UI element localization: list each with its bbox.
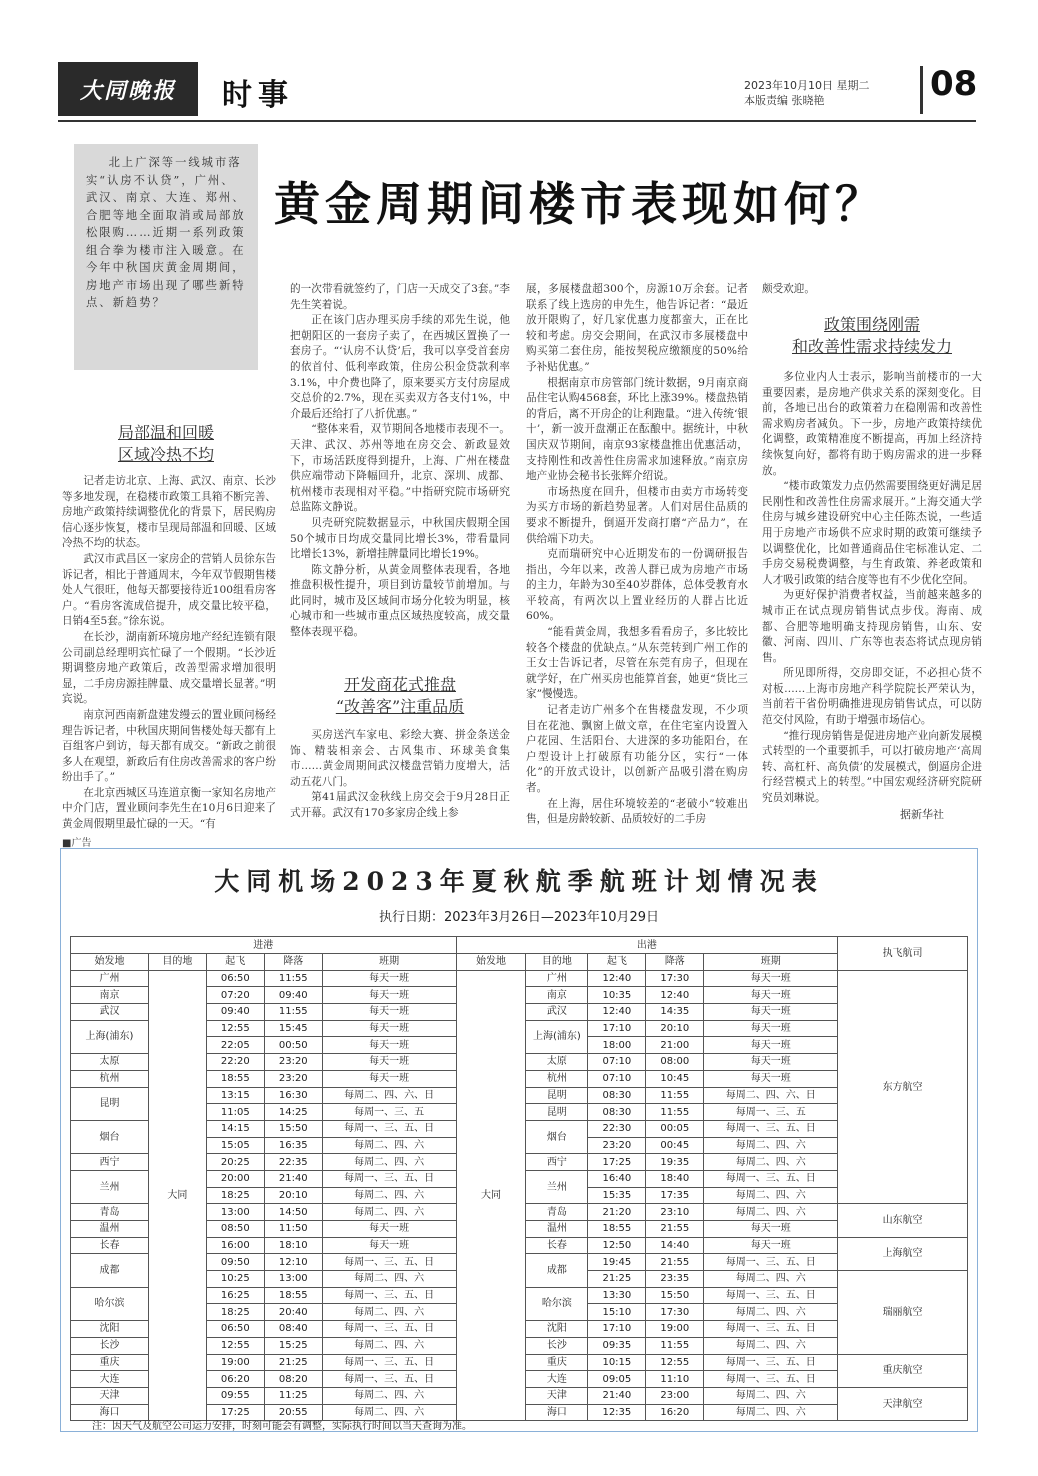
departure-time: 12:50 — [588, 1237, 646, 1254]
departure-time: 15:05 — [206, 1137, 264, 1154]
arrival-time: 20:40 — [264, 1304, 322, 1321]
departure-time: 20:25 — [206, 1154, 264, 1171]
arrival-time: 11:55 — [646, 1337, 704, 1354]
flight-days: 每周一、三、五、日 — [704, 1371, 838, 1388]
departure-time: 09:05 — [588, 1371, 646, 1388]
article-column-4 — [762, 370, 982, 807]
subhead-2 — [290, 674, 510, 718]
departure-time: 18:00 — [588, 1037, 646, 1054]
paragraph: 的一次带看就签约了，门店一天成交了3套。”李先生笑着说。 — [290, 283, 510, 311]
flight-days: 每周一、三、五 — [704, 1104, 838, 1121]
arrival-time: 18:10 — [264, 1237, 322, 1254]
flight-days: 每天一班 — [704, 1020, 838, 1037]
destination-city: 哈尔滨 — [526, 1287, 588, 1320]
origin-hub: 大同 — [456, 970, 526, 1421]
col-header: 起飞 — [588, 954, 646, 971]
origin-city: 长沙 — [71, 1337, 149, 1354]
origin-city: 重庆 — [71, 1354, 149, 1371]
departure-time: 16:00 — [206, 1237, 264, 1254]
flight-days: 每周一、三、五 — [322, 1104, 456, 1121]
arrival-time: 08:40 — [264, 1321, 322, 1338]
flight-days: 每周二、四、六 — [704, 1271, 838, 1288]
paragraph: 第41届武汉金秋线上房交会于9月28日正式开幕。武汉有170多家房企线上参 — [290, 791, 510, 819]
paragraph: “楼市政策发力点仍然需要围绕更好满足居民刚性和改善性住房需求展开。”上海交通大学住房与城乡建设研究中心主任陈杰说，一些适用于房地产市场供不应求时期的政策可继续予以调整优化，比如普通商品住宅标准认定、二手房交易税费调整，与生育政策、养老政策和人才吸引政策的结合度等也有不少优化空间。 — [762, 480, 982, 586]
destination-city: 沈阳 — [526, 1321, 588, 1338]
origin-city: 武汉 — [71, 1004, 149, 1021]
flight-days: 每周二、四、六 — [322, 1337, 456, 1354]
origin-city: 西宁 — [71, 1154, 149, 1171]
destination-city: 上海(浦东) — [526, 1020, 588, 1053]
arrival-time: 15:50 — [646, 1287, 704, 1304]
origin-city: 南京 — [71, 987, 149, 1004]
departure-time: 20:00 — [206, 1170, 264, 1187]
flight-days: 每周二、四、六 — [322, 1271, 456, 1288]
arrival-time: 13:00 — [264, 1271, 322, 1288]
airline-name: 东方航空 — [838, 970, 968, 1204]
paragraph: 陈文静分析，从黄金周整体表现看，各地推盘积极性提升，项目到访量较节前增加。与此同时，城市及区域间市场分化较为明显，核心城市和一些城市重点区域热度较高，成交量整体表现平稳。 — [290, 563, 510, 639]
destination-city: 青岛 — [526, 1204, 588, 1221]
destination-city: 南京 — [526, 987, 588, 1004]
departure-time: 18:25 — [206, 1187, 264, 1204]
arrival-time: 15:25 — [264, 1337, 322, 1354]
arrival-time: 18:55 — [264, 1287, 322, 1304]
paragraph: 克而瑞研究中心近期发布的一份调研报告指出，今年以来，改善人群已成为房地产市场的主力，年龄为30至40岁群体，总体受教育水平较高，有两次以上置业经历的人群占比近60%。 — [526, 548, 748, 623]
arrival-time: 12:55 — [646, 1354, 704, 1371]
table-row — [71, 970, 968, 987]
origin-city: 杭州 — [71, 1070, 149, 1087]
departure-time: 22:30 — [588, 1120, 646, 1137]
airline-name: 天津航空 — [838, 1387, 968, 1420]
departure-time: 21:25 — [588, 1271, 646, 1288]
departure-time: 06:50 — [206, 970, 264, 987]
departure-time: 21:40 — [588, 1387, 646, 1404]
departure-time: 10:25 — [206, 1271, 264, 1288]
paragraph: “整体来看，双节期间各地楼市表现不一。天津、武汉、苏州等地在房交会、新政显效下，市场活跃度得到提升，上海、广州在楼盘供应端带动下降幅回升，北京、深圳、成都、杭州楼市表现相对平稳。”中指研究院市场研究总监陈文静说。 — [290, 423, 510, 514]
arrival-time: 17:30 — [646, 1304, 704, 1321]
arrival-time: 20:55 — [264, 1404, 322, 1421]
origin-city: 昆明 — [71, 1087, 149, 1120]
airline-name: 瑞丽航空 — [838, 1271, 968, 1354]
destination-city: 温州 — [526, 1221, 588, 1238]
paragraph: 在上海，居住环境较差的“老破小”较难出售，但是房龄较新、品质较好的二手房 — [526, 797, 748, 826]
arrival-time: 14:50 — [264, 1204, 322, 1221]
departure-time: 17:10 — [588, 1321, 646, 1338]
section-title: 时事 — [222, 78, 294, 113]
arrival-time: 23:20 — [264, 1054, 322, 1071]
flight-days: 每周一、三、五、日 — [704, 1287, 838, 1304]
destination-city: 兰州 — [526, 1170, 588, 1203]
article-column-2 — [290, 282, 510, 641]
paragraph: “能看黄金周，我想多看看房子，多比较比较各个楼盘的优缺点。”从东莞转到广州工作的王女士告诉记者，尽管在东莞有房子，但现在就学好，在广州买房也能算首套，她更“货比三家”慢慢选。 — [526, 626, 748, 701]
flight-days: 每周一、三、五、日 — [322, 1120, 456, 1137]
flight-days: 每周二、四、六 — [322, 1137, 456, 1154]
origin-city: 温州 — [71, 1221, 149, 1238]
destination-city: 大连 — [526, 1371, 588, 1388]
departure-time: 18:25 — [206, 1304, 264, 1321]
arrival-time: 11:55 — [264, 1004, 322, 1021]
subhead-line: 区域冷热不均 — [117, 445, 214, 464]
departure-time: 10:15 — [588, 1354, 646, 1371]
flight-days: 每周二、四、六 — [704, 1187, 838, 1204]
origin-city: 广州 — [71, 970, 149, 987]
flight-days: 每周一、三、五、日 — [322, 1371, 456, 1388]
departure-time: 15:10 — [588, 1304, 646, 1321]
departure-time: 23:20 — [588, 1137, 646, 1154]
arrival-time: 23:00 — [646, 1387, 704, 1404]
flight-days: 每天一班 — [322, 987, 456, 1004]
flight-days: 每天一班 — [322, 1004, 456, 1021]
departure-time: 10:35 — [588, 987, 646, 1004]
flight-days: 每周一、三、五、日 — [704, 1354, 838, 1371]
departure-time: 09:55 — [206, 1387, 264, 1404]
article-column-3 — [526, 282, 748, 828]
origin-city: 天津 — [71, 1387, 149, 1404]
departure-time: 07:20 — [206, 987, 264, 1004]
col-header: 班期 — [322, 954, 456, 971]
flight-days: 每周一、三、五、日 — [704, 1254, 838, 1271]
origin-city: 成都 — [71, 1254, 149, 1287]
flight-days: 每天一班 — [704, 970, 838, 987]
flight-days: 每周二、四、六、日 — [322, 1087, 456, 1104]
departure-time: 09:40 — [206, 1004, 264, 1021]
destination-city: 海口 — [526, 1404, 588, 1421]
departure-time: 16:40 — [588, 1170, 646, 1187]
flight-days: 每天一班 — [704, 1237, 838, 1254]
schedule-period: 执行日期：2023年3月26日—2023年10月29日 — [378, 910, 660, 925]
departure-time: 12:40 — [588, 1004, 646, 1021]
paragraph: 武汉市武昌区一家房企的营销人员徐东告诉记者，相比于普通周末，今年双节假期售楼处人气很旺，他每天都要接待近100组看房客户。“看房客流成倍提升，成交量比较平稳，日销4至5套。”徐东说。 — [62, 552, 276, 628]
header-rule — [58, 120, 976, 122]
flight-days: 每周一、三、五、日 — [322, 1287, 456, 1304]
departure-time: 06:20 — [206, 1371, 264, 1388]
flight-days: 每周一、三、五、日 — [322, 1254, 456, 1271]
flight-days: 每天一班 — [322, 970, 456, 987]
arrival-time: 23:35 — [646, 1271, 704, 1288]
arrival-time: 23:10 — [646, 1204, 704, 1221]
arrival-time: 15:50 — [264, 1120, 322, 1137]
arrival-time: 09:40 — [264, 987, 322, 1004]
ad-label: ■广告 — [62, 838, 92, 849]
departure-time: 12:55 — [206, 1337, 264, 1354]
subhead-line: “改善客”注重品质 — [335, 697, 465, 716]
arrival-time: 08:20 — [264, 1371, 322, 1388]
departures-group: 出港 — [456, 937, 838, 954]
destination-city: 杭州 — [526, 1070, 588, 1087]
origin-city: 烟台 — [71, 1120, 149, 1153]
paragraph: 在长沙，湖南新环境房地产经纪连锁有限公司副总经理明宾忙碌了一个假期。“长沙近期调整房地产政策后，改善型需求增加很明显，二手房房源挂牌量、成交量增长显著。”明宾说。 — [62, 630, 276, 706]
departure-time: 17:10 — [588, 1020, 646, 1037]
flight-days: 每周一、三、五、日 — [704, 1120, 838, 1137]
flight-days: 每天一班 — [704, 1004, 838, 1021]
subhead-3 — [762, 314, 982, 358]
col-header: 目的地 — [526, 954, 588, 971]
flight-days: 每天一班 — [704, 1037, 838, 1054]
departure-time: 12:55 — [206, 1020, 264, 1037]
arrival-time: 11:50 — [264, 1221, 322, 1238]
arrival-time: 18:40 — [646, 1170, 704, 1187]
arrival-time: 22:35 — [264, 1154, 322, 1171]
flight-days: 每周一、三、五、日 — [704, 1170, 838, 1187]
subhead-line: 政策围绕刚需 — [823, 315, 920, 334]
article-column-1 — [62, 474, 276, 833]
flight-days: 每天一班 — [704, 1221, 838, 1238]
flight-days: 每周一、三、五、日 — [322, 1170, 456, 1187]
flight-days: 每周二、四、六 — [322, 1387, 456, 1404]
destination-city: 西宁 — [526, 1154, 588, 1171]
flight-days: 每周一、三、五、日 — [704, 1321, 838, 1338]
departure-time: 14:15 — [206, 1120, 264, 1137]
destination-hub: 大同 — [148, 970, 206, 1421]
arrival-time: 19:35 — [646, 1154, 704, 1171]
arrival-time: 12:10 — [264, 1254, 322, 1271]
origin-city: 海口 — [71, 1404, 149, 1421]
arrival-time: 21:25 — [264, 1354, 322, 1371]
airline-name: 山东航空 — [838, 1204, 968, 1237]
flight-days: 每天一班 — [322, 1221, 456, 1238]
destination-city: 长沙 — [526, 1337, 588, 1354]
article-lead: 北上广深等一线城市落实“认房不认贷”，广州、武汉、南京、大连、郑州、合肥等地全面取消或局部放松限购……近期一系列政策组合拳为楼市注入暖意。在今年中秋国庆黄金周期间，房地产市场出现了哪些新特点、新趋势？ — [74, 144, 258, 370]
flight-days: 每周一、三、五、日 — [322, 1354, 456, 1371]
arrival-time: 11:25 — [264, 1387, 322, 1404]
headline: 黄金周期间楼市表现如何？ — [274, 177, 886, 231]
arrival-time: 10:45 — [646, 1070, 704, 1087]
paragraph: 根据南京市房管部门统计数据，9月南京商品住宅认购4568套，环比上涨39%。楼盘热销的背后，离不开房企的让利跑量。“进入传统‘银十’，新一波开盘潮正在酝酿中。据统计，中秋国庆双节期间，南京93家楼盘推出优惠活动，支持刚性和改善性住房需求加速释放。”南京房地产业协会秘书长张辉介绍说。 — [526, 376, 748, 483]
schedule-note: 注：因天气及航空公司运力安排，时刻可能会有调整，实际执行时间以当天查询为准。 — [92, 1421, 472, 1432]
arrival-time: 17:30 — [646, 970, 704, 987]
flight-days: 每周一、三、五、日 — [322, 1321, 456, 1338]
airline-group: 执飞航司 — [838, 937, 968, 971]
newspaper-logo: 大同晚报 — [58, 62, 198, 116]
destination-city: 烟台 — [526, 1120, 588, 1153]
divider — [920, 66, 923, 114]
destination-city: 昆明 — [526, 1104, 588, 1121]
paragraph: 贝壳研究院数据显示，中秋国庆假期全国50个城市日均成交量同比增长3%，带看量同比增长13%，新增挂牌量同比增长19%。 — [290, 516, 510, 561]
arrival-time: 19:00 — [646, 1321, 704, 1338]
arrival-time: 21:40 — [264, 1170, 322, 1187]
airline-name: 重庆航空 — [838, 1354, 968, 1387]
paragraph: 正在该门店办理买房手续的邓先生说，他把朝阳区的一套房子卖了，在西城区置换了一套房子。“‘认房不认贷’后，我可以享受首套房的依首付、低利率政策，住房公积金贷款利率3.1%，中介费也降了，原来要买方支付房屋成交总价的2.7%，现在买卖双方各支付1%，中介最后还给打了八折优惠。” — [290, 314, 510, 420]
subhead-1 — [74, 422, 258, 466]
departure-time: 08:30 — [588, 1104, 646, 1121]
news-source-credit: 据新华社 — [900, 808, 944, 821]
flight-days: 每周二、四、六 — [704, 1387, 838, 1404]
departure-time: 08:30 — [588, 1087, 646, 1104]
col-header: 降落 — [264, 954, 322, 971]
destination-city: 天津 — [526, 1387, 588, 1404]
subhead-line: 局部温和回暖 — [117, 423, 214, 442]
flight-days: 每天一班 — [322, 1037, 456, 1054]
arrival-time: 20:10 — [264, 1187, 322, 1204]
flight-days: 每周二、四、六 — [322, 1304, 456, 1321]
flight-days: 每天一班 — [322, 1020, 456, 1037]
origin-city: 沈阳 — [71, 1321, 149, 1338]
flight-days: 每周二、四、六 — [704, 1154, 838, 1171]
arrival-time: 20:10 — [646, 1020, 704, 1037]
destination-city: 武汉 — [526, 1004, 588, 1021]
arrival-time: 00:05 — [646, 1120, 704, 1137]
arrival-time: 21:55 — [646, 1254, 704, 1271]
arrival-time: 11:55 — [646, 1087, 704, 1104]
paragraph: 买房送汽车家电、彩绘大赛、拼金条送金饰、精装相亲会、古风集市、环球美食集市……黄金周期间武汉楼盘营销力度增大，活动五花八门。 — [290, 729, 510, 788]
arrival-time: 11:55 — [646, 1104, 704, 1121]
departure-time: 19:45 — [588, 1254, 646, 1271]
arrival-time: 14:25 — [264, 1104, 322, 1121]
departure-time: 13:00 — [206, 1204, 264, 1221]
arrival-time: 16:35 — [264, 1137, 322, 1154]
departure-time: 22:05 — [206, 1037, 264, 1054]
paragraph: 多位业内人士表示，影响当前楼市的一大重要因素，是房地产供求关系的深刻变化。目前，各地已出台的政策着力在稳刚需和改善性需求购房者减负。下一步，房地产政策持续优化调整，政策精准度不断提高，再加上经济持续恢复向好，都将有助于购房需求的进一步释放。 — [762, 371, 982, 477]
paragraph: 颇受欢迎。 — [762, 283, 815, 295]
flight-days: 每周二、四、六 — [322, 1154, 456, 1171]
origin-city: 兰州 — [71, 1170, 149, 1203]
page-number: 08 — [930, 64, 978, 104]
departure-time: 18:55 — [588, 1221, 646, 1238]
arrival-time: 21:55 — [646, 1221, 704, 1238]
col-header: 始发地 — [71, 954, 149, 971]
arrival-time: 11:10 — [646, 1371, 704, 1388]
paragraph: 展，多展楼盘超300个，房源10万余套。记者联系了线上选房的申先生，他告诉记者：“最近放开限购了，好几家优惠力度都蛮大，正在比较和考虑。房交会期间，在武汉市多展楼盘中购买第二套住房，能按契税应缴额度的50%给予补贴优惠。” — [526, 283, 748, 373]
paragraph: 市场热度在回升，但楼市由卖方市场转变为买方市场的新趋势显著。人们对居住品质的要求不断提升，倒逼开发商打磨“产品力”，在供给端下功夫。 — [526, 485, 748, 545]
arrivals-group: 进港 — [71, 937, 457, 954]
departure-time: 13:30 — [588, 1287, 646, 1304]
col-header: 起飞 — [206, 954, 264, 971]
departure-time: 08:50 — [206, 1221, 264, 1238]
departure-time: 17:25 — [588, 1154, 646, 1171]
departure-time: 12:40 — [588, 970, 646, 987]
arrival-time: 14:35 — [646, 1004, 704, 1021]
flight-days: 每周二、四、六 — [704, 1304, 838, 1321]
arrival-time: 00:45 — [646, 1137, 704, 1154]
paragraph: 所见即所得，交房即交证，不必担心货不对板……上海市房地产科学院院长严荣认为，当前若干省份明确推进现房销售试点，可以防范交付风险，有助于增强市场信心。 — [762, 667, 982, 727]
flight-schedule-table — [70, 936, 968, 1421]
flight-days: 每天一班 — [322, 1237, 456, 1254]
dateline — [744, 78, 870, 108]
departure-time: 06:50 — [206, 1321, 264, 1338]
paragraph: 记者走访广州多个在售楼盘发现，不少项目在花池、飘窗上做文章，在住宅室内设置入户花园、生活阳台、大进深的多功能阳台，在户型设计上打破原有功能分区，实行“一体化”的开放式设计，以创新产品吸引潜在购房者。 — [526, 704, 748, 794]
destination-city: 昆明 — [526, 1087, 588, 1104]
flight-days: 每周二、四、六 — [704, 1204, 838, 1221]
arrival-time: 14:40 — [646, 1237, 704, 1254]
flight-days: 每天一班 — [322, 1070, 456, 1087]
arrival-time: 00:50 — [264, 1037, 322, 1054]
origin-city: 青岛 — [71, 1204, 149, 1221]
departure-time: 09:50 — [206, 1254, 264, 1271]
arrival-time: 16:20 — [646, 1404, 704, 1421]
origin-city: 哈尔滨 — [71, 1287, 149, 1320]
airline-name: 上海航空 — [838, 1237, 968, 1270]
flight-days: 每周二、四、六 — [704, 1404, 838, 1421]
flight-days: 每周二、四、六 — [322, 1187, 456, 1204]
flight-days: 每周二、四、六 — [704, 1137, 838, 1154]
flight-days: 每天一班 — [322, 1054, 456, 1071]
flight-days: 每周二、四、六 — [704, 1337, 838, 1354]
departure-time: 13:15 — [206, 1087, 264, 1104]
paragraph: 南京河西南新盘建发缦云的置业顾问杨经理告诉记者，中秋国庆期间售楼处每天都有上百组客户到访，每天都有成交。“新政之前很多人在观望，新政后有住房改善需求的客户纷纷出手了。” — [62, 708, 276, 784]
paragraph: 记者走访北京、上海、武汉、南京、长沙等多地发现，在稳楼市政策工具箱不断完善、房地产政策持续调整优化的背景下，居民购房信心逐步恢复，楼市呈现局部温和回暖、区域冷热不均的状态。 — [62, 475, 276, 550]
flight-days: 每天一班 — [704, 1054, 838, 1071]
paragraph: “推行现房销售是促进房地产业向新发展模式转型的一个重要抓手，可以打破房地产‘高周转、高杠杆、高负债’的发展模式，倒逼房企进行经营模式上的转型。”中国宏观经济研究院研究员刘琳说。 — [762, 729, 982, 805]
departure-time: 18:55 — [206, 1070, 264, 1087]
col-header: 始发地 — [456, 954, 526, 971]
destination-city: 重庆 — [526, 1354, 588, 1371]
departure-time: 19:00 — [206, 1354, 264, 1371]
subhead-line: 开发商花式推盘 — [343, 675, 456, 694]
origin-city: 长春 — [71, 1237, 149, 1254]
departure-time: 17:25 — [206, 1404, 264, 1421]
flight-days: 每周二、四、六 — [322, 1404, 456, 1421]
departure-time: 16:25 — [206, 1287, 264, 1304]
departure-time: 09:35 — [588, 1337, 646, 1354]
departure-time: 11:05 — [206, 1104, 264, 1121]
paragraph: 为更好保护消费者权益，当前越来越多的城市正在试点现房销售试点步伐。海南、成都、合肥等地明确支持现房销售，山东、安徽、河南、四川、广东等也表态将试点现房销售。 — [762, 589, 982, 664]
departure-time: 12:35 — [588, 1404, 646, 1421]
departure-time: 07:10 — [588, 1054, 646, 1071]
destination-city: 成都 — [526, 1254, 588, 1287]
flight-days: 每天一班 — [704, 1070, 838, 1087]
page-editor: 本版责编 张晓艳 — [744, 94, 825, 107]
arrival-time: 16:30 — [264, 1087, 322, 1104]
flight-days: 每周二、四、六、日 — [704, 1087, 838, 1104]
paragraph: 在北京西城区马连道京衡一家知名房地产中介门店，置业顾问李先生在10月6日迎来了黄金周假期里最忙碌的一天。“有 — [62, 786, 276, 831]
origin-city: 上海(浦东) — [71, 1020, 149, 1053]
departure-time: 21:20 — [588, 1204, 646, 1221]
arrival-time: 12:40 — [646, 987, 704, 1004]
arrival-time: 15:45 — [264, 1020, 322, 1037]
departure-time: 22:20 — [206, 1054, 264, 1071]
article-column-2b — [290, 728, 510, 822]
col-header: 班期 — [704, 954, 838, 971]
arrival-time: 21:00 — [646, 1037, 704, 1054]
flight-days: 每周二、四、六 — [322, 1204, 456, 1221]
article-column-4-top — [762, 282, 982, 298]
schedule-title: 大同机场2023年夏秋航季航班计划情况表 — [214, 867, 824, 896]
origin-city: 太原 — [71, 1054, 149, 1071]
origin-city: 大连 — [71, 1371, 149, 1388]
departure-time: 15:35 — [588, 1187, 646, 1204]
arrival-time: 08:00 — [646, 1054, 704, 1071]
departure-time: 07:10 — [588, 1070, 646, 1087]
arrival-time: 23:20 — [264, 1070, 322, 1087]
col-header: 降落 — [646, 954, 704, 971]
flight-days: 每天一班 — [704, 987, 838, 1004]
issue-date: 2023年10月10日 星期二 — [744, 79, 870, 92]
arrival-time: 11:55 — [264, 970, 322, 987]
subhead-line: 和改善性需求持续发力 — [791, 337, 952, 356]
col-header: 目的地 — [148, 954, 206, 971]
destination-city: 广州 — [526, 970, 588, 987]
destination-city: 太原 — [526, 1054, 588, 1071]
arrival-time: 17:35 — [646, 1187, 704, 1204]
destination-city: 长春 — [526, 1237, 588, 1254]
